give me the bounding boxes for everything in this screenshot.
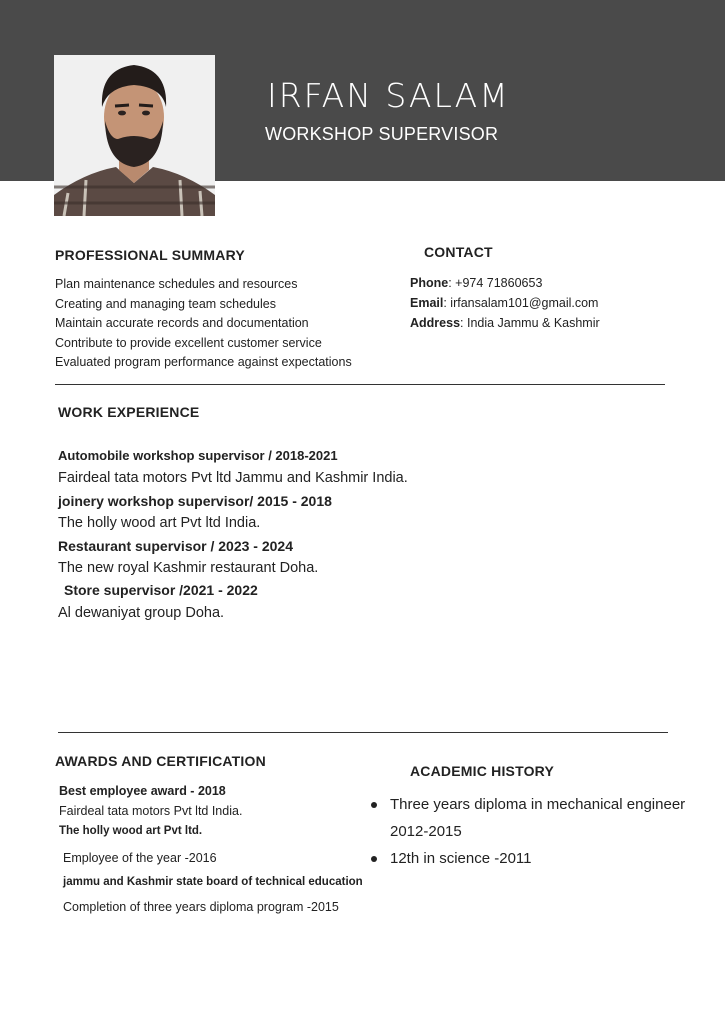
profile-photo: [54, 55, 215, 216]
award-org: The holly wood art Pvt ltd.: [59, 825, 203, 837]
job-title: Restaurant supervisor / 2023 - 2024: [58, 538, 294, 554]
contact-address: [410, 316, 600, 330]
bullet-icon: [371, 856, 377, 862]
award-title: Best employee award - 2018: [59, 784, 226, 798]
job-company: Fairdeal tata motors Pvt ltd Jammu and Kashmir India.: [58, 470, 408, 486]
profile-photo-image: [54, 55, 215, 216]
summary-item: Contribute to provide excellent customer service: [55, 335, 322, 350]
work-heading: WORK EXPERIENCE: [58, 404, 200, 420]
contact-address-value: : India Jammu & Kashmir: [460, 316, 600, 330]
candidate-name: IRFAN SALAM: [267, 76, 510, 115]
job-title: Store supervisor /2021 - 2022: [64, 582, 258, 598]
job-company: The new royal Kashmir restaurant Doha.: [58, 560, 319, 576]
job-title: Automobile workshop supervisor / 2018-2021: [58, 448, 338, 463]
awards-heading: AWARDS AND CERTIFICATION: [55, 753, 266, 769]
contact-heading: CONTACT: [424, 244, 493, 260]
section-divider: [55, 384, 665, 385]
contact-phone-label: Phone: [410, 276, 449, 290]
section-divider: [58, 732, 668, 733]
contact-phone-value: : +974 71860653: [448, 276, 543, 290]
academic-item-text: 2012-2015: [390, 823, 462, 840]
certification-org: jammu and Kashmir state board of technical education: [63, 876, 363, 888]
academic-heading: ACADEMIC HISTORY: [410, 763, 554, 779]
contact-email: [410, 296, 598, 310]
candidate-role: WORKSHOP SUPERVISOR: [265, 124, 499, 144]
summary-item: Evaluated program performance against expectations: [55, 355, 352, 369]
award-title: Employee of the year -2016: [63, 851, 217, 865]
job-company: Al dewaniyat group Doha.: [58, 605, 225, 621]
academic-item-text: 12th in science -2011: [390, 850, 532, 867]
contact-email-label: Email: [410, 296, 444, 310]
summary-item: Plan maintenance schedules and resources: [55, 277, 298, 291]
bullet-icon: [371, 802, 377, 808]
academic-item-text: Three years diploma in mechanical engineer: [390, 796, 686, 813]
job-title: joinery workshop supervisor/ 2015 - 2018: [58, 493, 332, 509]
summary-item: Maintain accurate records and documentation: [55, 316, 309, 330]
summary-item: Creating and managing team schedules: [55, 296, 276, 311]
contact-address-label: Address: [410, 316, 461, 330]
job-company: The holly wood art Pvt ltd India.: [58, 515, 261, 531]
certification-title: Completion of three years diploma program -2015: [63, 900, 339, 914]
contact-email-value: : irfansalam101@gmail.com: [443, 296, 599, 310]
summary-heading: PROFESSIONAL SUMMARY: [55, 247, 245, 263]
award-org: Fairdeal tata motors Pvt ltd India.: [59, 804, 243, 818]
contact-phone: [410, 276, 542, 290]
